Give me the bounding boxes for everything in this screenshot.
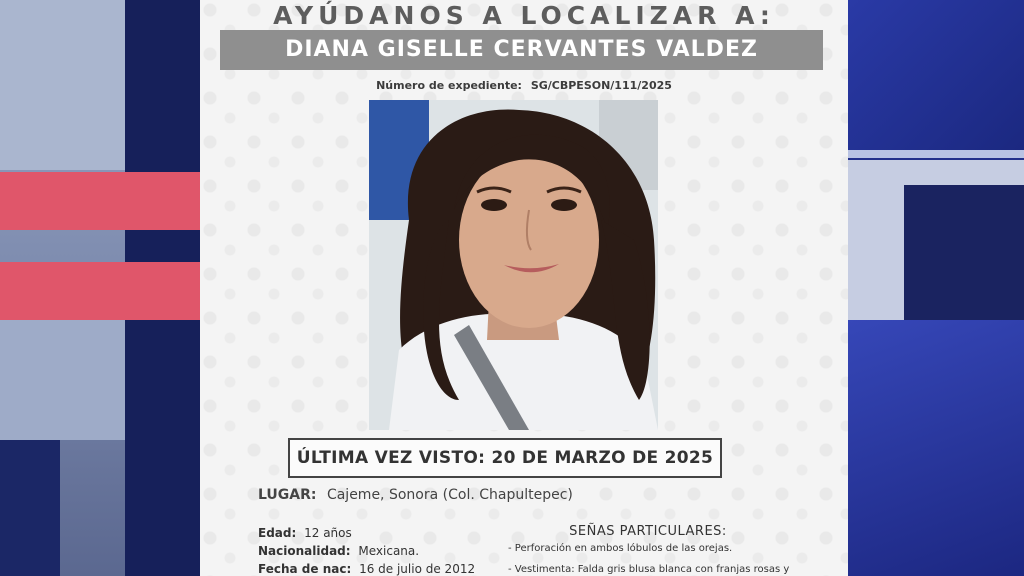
- detail-row-nationality: [258, 542, 475, 560]
- detail-value: Mexicana.: [358, 544, 420, 558]
- portrait-image: [369, 100, 658, 430]
- features-header: SEÑAS PARTICULARES:: [569, 524, 727, 539]
- poster-headline: AYÚDANOS A LOCALIZAR A:: [273, 1, 775, 30]
- detail-row-birthdate: [258, 560, 475, 576]
- case-number-label: Número de expediente:: [376, 79, 522, 92]
- feature-item: - Perforación en ambos lóbulos de las orejas.: [508, 543, 733, 554]
- background-panel: [0, 320, 125, 440]
- case-number-line: [200, 79, 848, 92]
- pink-stripe: [0, 262, 200, 320]
- background-panel: [848, 320, 1024, 576]
- place-label: LUGAR:: [258, 487, 317, 503]
- pink-stripe: [0, 172, 200, 230]
- background-panel: [848, 0, 1024, 150]
- person-photo: [369, 100, 658, 430]
- missing-person-poster: [200, 0, 848, 576]
- background-panel: [0, 0, 125, 170]
- case-number-value: SG/CBPESON/111/2025: [530, 79, 672, 92]
- detail-label: Nacionalidad:: [258, 544, 351, 558]
- background-divider: [848, 150, 1024, 158]
- personal-details: [258, 524, 475, 576]
- place-value: Cajeme, Sonora (Col. Chapultepec): [326, 487, 573, 503]
- feature-item: - Vestimenta: Falda gris blusa blanca con franjas rosas y: [508, 564, 790, 575]
- background-panel: [904, 185, 1024, 325]
- background-panel: [0, 440, 60, 576]
- detail-row-age: [258, 524, 475, 542]
- last-seen-box: ÚLTIMA VEZ VISTO: 20 DE MARZO DE 2025: [288, 438, 722, 478]
- background-right-graphic: [848, 0, 1024, 576]
- person-name: DIANA GISELLE CERVANTES VALDEZ: [220, 30, 823, 70]
- distinguishing-features: [508, 524, 838, 576]
- background-left-graphic: [0, 0, 200, 576]
- detail-value: 16 de julio de 2012: [359, 562, 476, 576]
- place-line: [258, 487, 573, 503]
- detail-label: Fecha de nac:: [258, 562, 352, 576]
- detail-label: Edad:: [258, 526, 297, 540]
- detail-value: 12 años: [304, 526, 352, 540]
